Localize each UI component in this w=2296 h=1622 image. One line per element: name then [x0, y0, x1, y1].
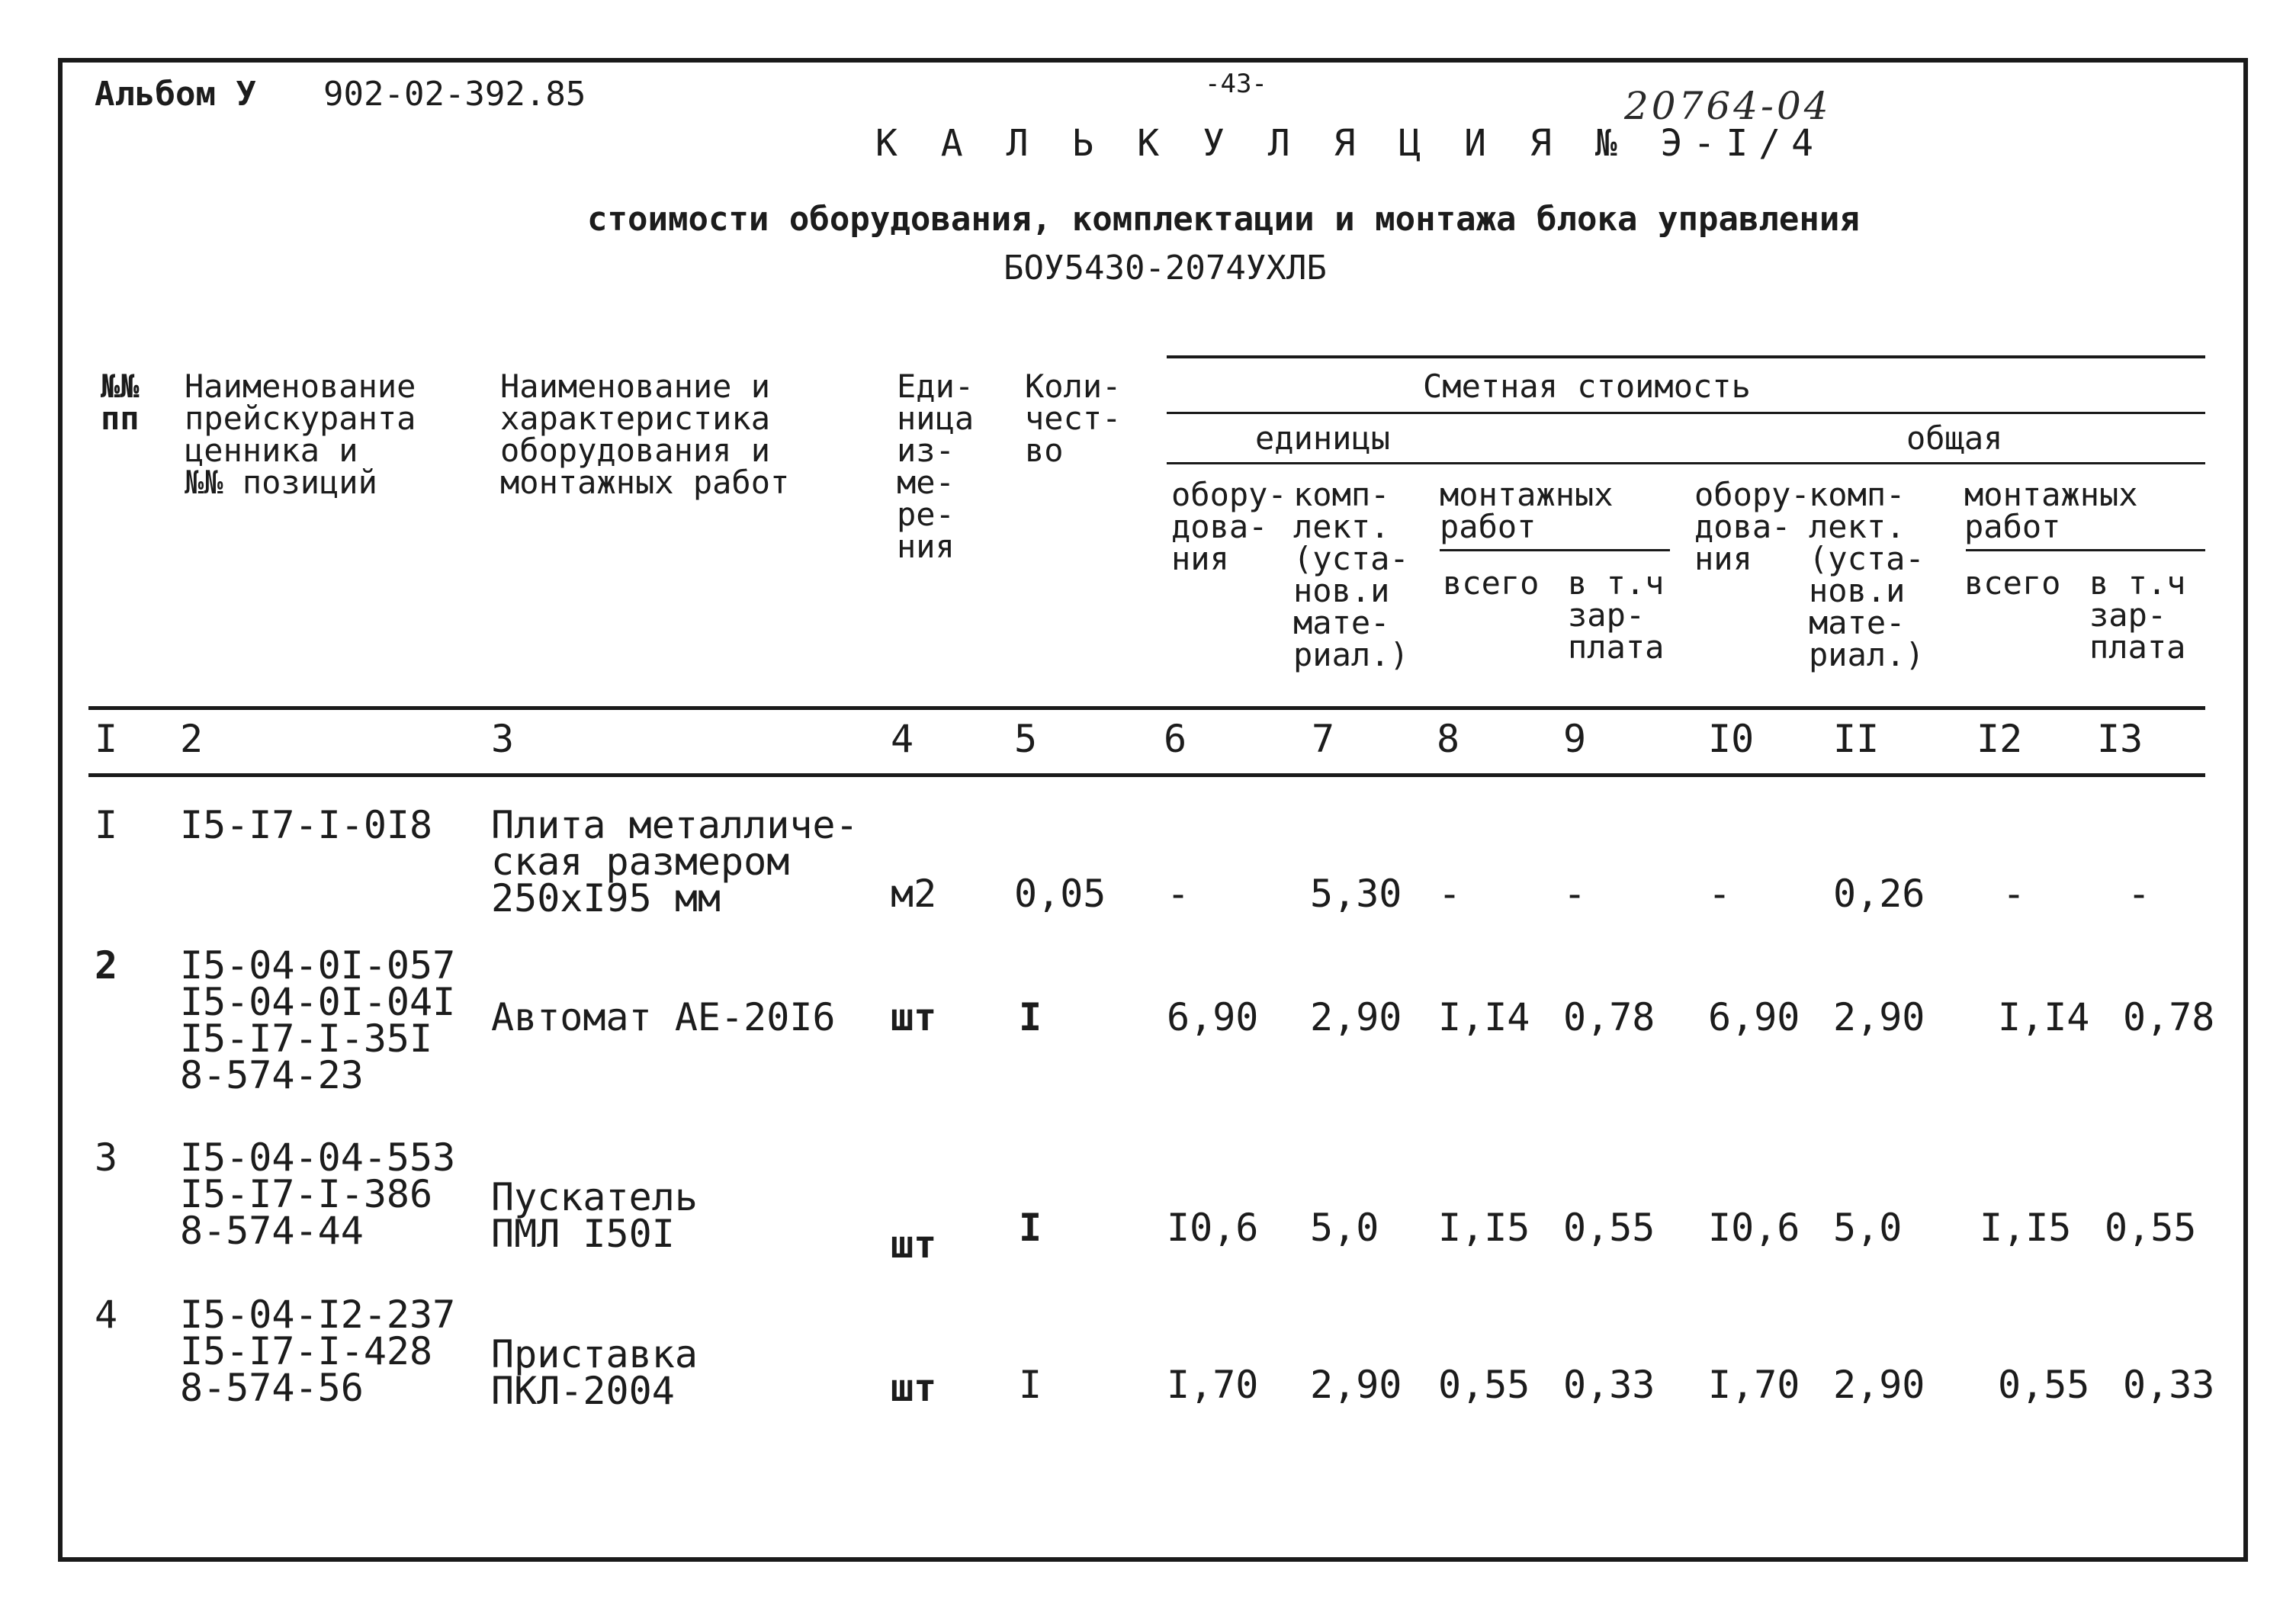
row-1-c12: -: [2002, 872, 2026, 916]
col-header-zarp-total: в т.ч зар- плата: [2089, 564, 2186, 666]
row-3-c11: 5,0: [1833, 1206, 1903, 1250]
row-3-c10: I0,6: [1708, 1206, 1800, 1250]
col-header-name: Наименование и характеристика оборудования и монтажных работ: [500, 368, 790, 501]
row-3-unit: шт: [891, 1222, 937, 1267]
col-number: 8: [1437, 717, 1460, 761]
row-1-name: Плита металличе- ская размером 250хI95 мм: [491, 803, 859, 920]
row-4-c6: I,70: [1167, 1363, 1259, 1407]
subgroup-under-rule: [1167, 462, 2205, 464]
row-1-c10: -: [1708, 872, 1732, 916]
total-mont-rule: [1966, 549, 2205, 551]
col-number: 5: [1014, 717, 1038, 761]
row-2-c6: 6,90: [1167, 995, 1259, 1039]
row-2-c12: I,I4: [1998, 995, 2090, 1039]
row-2-codes: I5-04-0I-057 I5-04-0I-04I I5-I7-I-35I 8-574-23: [180, 943, 456, 1097]
col-number: 7: [1312, 717, 1335, 761]
group-top-rule: [1167, 355, 2205, 358]
col-number: 2: [180, 717, 204, 761]
col-header-total-cost: общая: [1906, 419, 2003, 457]
row-1-c9: -: [1563, 872, 1587, 916]
row-2-c11: 2,90: [1833, 995, 1925, 1039]
col-number: II: [1833, 717, 1880, 761]
row-1-codes: I5-I7-I-0I8: [180, 803, 433, 847]
unit-mont-rule: [1440, 549, 1670, 551]
row-1-c11: 0,26: [1833, 872, 1925, 916]
row-3-number: 3: [95, 1135, 118, 1180]
numbers-bottom-rule: [88, 773, 2205, 777]
col-header-mont-unit: монтажных работ: [1440, 476, 1614, 545]
row-2-name: Автомат АЕ-20I6: [491, 995, 836, 1039]
row-4-number: 4: [95, 1293, 118, 1337]
row-4-codes: I5-04-I2-237 I5-I7-I-428 8-574-56: [180, 1293, 456, 1410]
col-header-mont-total: монтажных работ: [1964, 476, 2138, 545]
col-number: I: [95, 717, 118, 761]
row-1-number: I: [95, 803, 118, 847]
col-header-vsego-unit: всего: [1443, 564, 1540, 602]
col-header-kompl-total: комп- лект. (уста- нов.и мате- риал.): [1809, 476, 1925, 673]
col-number: I3: [2097, 717, 2143, 761]
row-4-c10: I,70: [1708, 1363, 1800, 1407]
row-1-c13: -: [2127, 872, 2151, 916]
group-under-rule: [1167, 412, 2205, 414]
row-3-c12: I,I5: [1980, 1206, 2072, 1250]
col-header-equip-unit: обору- дова- ния: [1171, 476, 1287, 577]
row-4-c8: 0,55: [1438, 1363, 1530, 1407]
row-4-unit: шт: [891, 1366, 937, 1410]
row-4-name: Приставка ПКЛ-2004: [491, 1332, 698, 1413]
col-header-zarp-unit: в т.ч зар- плата: [1568, 564, 1665, 666]
row-2-qty: I: [1019, 995, 1042, 1039]
row-2-unit: шт: [891, 995, 937, 1039]
row-4-c11: 2,90: [1833, 1363, 1925, 1407]
row-3-name: Пускатель ПМЛ I50I: [491, 1175, 698, 1256]
row-1-qty: 0,05: [1014, 872, 1106, 916]
row-3-c8: I,I5: [1438, 1206, 1530, 1250]
row-2-number: 2: [95, 943, 118, 988]
page-mark: -43-: [1205, 69, 1267, 99]
col-header-kompl-unit: комп- лект. (уста- нов.и мате- риал.): [1293, 476, 1409, 673]
row-3-c9: 0,55: [1563, 1206, 1655, 1250]
album-label: Альбом У: [95, 75, 256, 114]
handwritten-number: 20764-04: [1624, 84, 1832, 128]
col-header-unit-cost: единицы: [1255, 419, 1391, 457]
row-4-c13: 0,33: [2123, 1363, 2215, 1407]
row-3-c6: I0,6: [1167, 1206, 1259, 1250]
col-header-vsego-total: всего: [1964, 564, 2061, 602]
row-1-unit: м2: [891, 872, 937, 916]
col-header-equip-total: обору- дова- ния: [1694, 476, 1810, 577]
document-title: К А Л Ь К У Л Я Ц И Я № Э-I/4: [875, 122, 1825, 165]
col-number: 9: [1563, 717, 1587, 761]
header-bottom-rule: [88, 706, 2205, 710]
row-2-c10: 6,90: [1708, 995, 1800, 1039]
row-1-c8: -: [1438, 872, 1462, 916]
row-4-c12: 0,55: [1998, 1363, 2090, 1407]
row-2-c13: 0,78: [2123, 995, 2215, 1039]
row-2-c8: I,I4: [1438, 995, 1530, 1039]
document-subtitle: стоимости оборудования, комплектации и монтажа блока управления: [587, 200, 1860, 239]
col-number: I0: [1708, 717, 1755, 761]
row-4-c9: 0,33: [1563, 1363, 1655, 1407]
row-3-c7: 5,0: [1310, 1206, 1379, 1250]
row-4-qty: I: [1019, 1363, 1042, 1407]
block-code: БОУ5430-2074УХЛБ: [1003, 249, 1327, 287]
col-number: 4: [891, 717, 914, 761]
col-header-pp: №№ пп: [101, 368, 140, 437]
row-4-c7: 2,90: [1310, 1363, 1402, 1407]
row-3-qty: I: [1019, 1206, 1042, 1250]
col-header-pricelist: Наименование прейскуранта ценника и №№ позиций: [185, 368, 416, 501]
col-number: I2: [1976, 717, 2023, 761]
row-1-c6: -: [1167, 872, 1190, 916]
row-3-c13: 0,55: [2105, 1206, 2197, 1250]
col-header-unit: Еди- ница из- ме- ре- ния: [897, 368, 975, 565]
col-header-qty: Коли- чест- во: [1025, 368, 1122, 469]
row-3-codes: I5-04-04-553 I5-I7-I-386 8-574-44: [180, 1135, 456, 1253]
row-2-c9: 0,78: [1563, 995, 1655, 1039]
col-number: 3: [491, 717, 515, 761]
document-code: 902-02-392.85: [323, 75, 586, 114]
col-number: 6: [1164, 717, 1187, 761]
col-header-cost-group: Сметная стоимость: [1423, 368, 1751, 405]
row-2-c7: 2,90: [1310, 995, 1402, 1039]
row-1-c7: 5,30: [1310, 872, 1402, 916]
